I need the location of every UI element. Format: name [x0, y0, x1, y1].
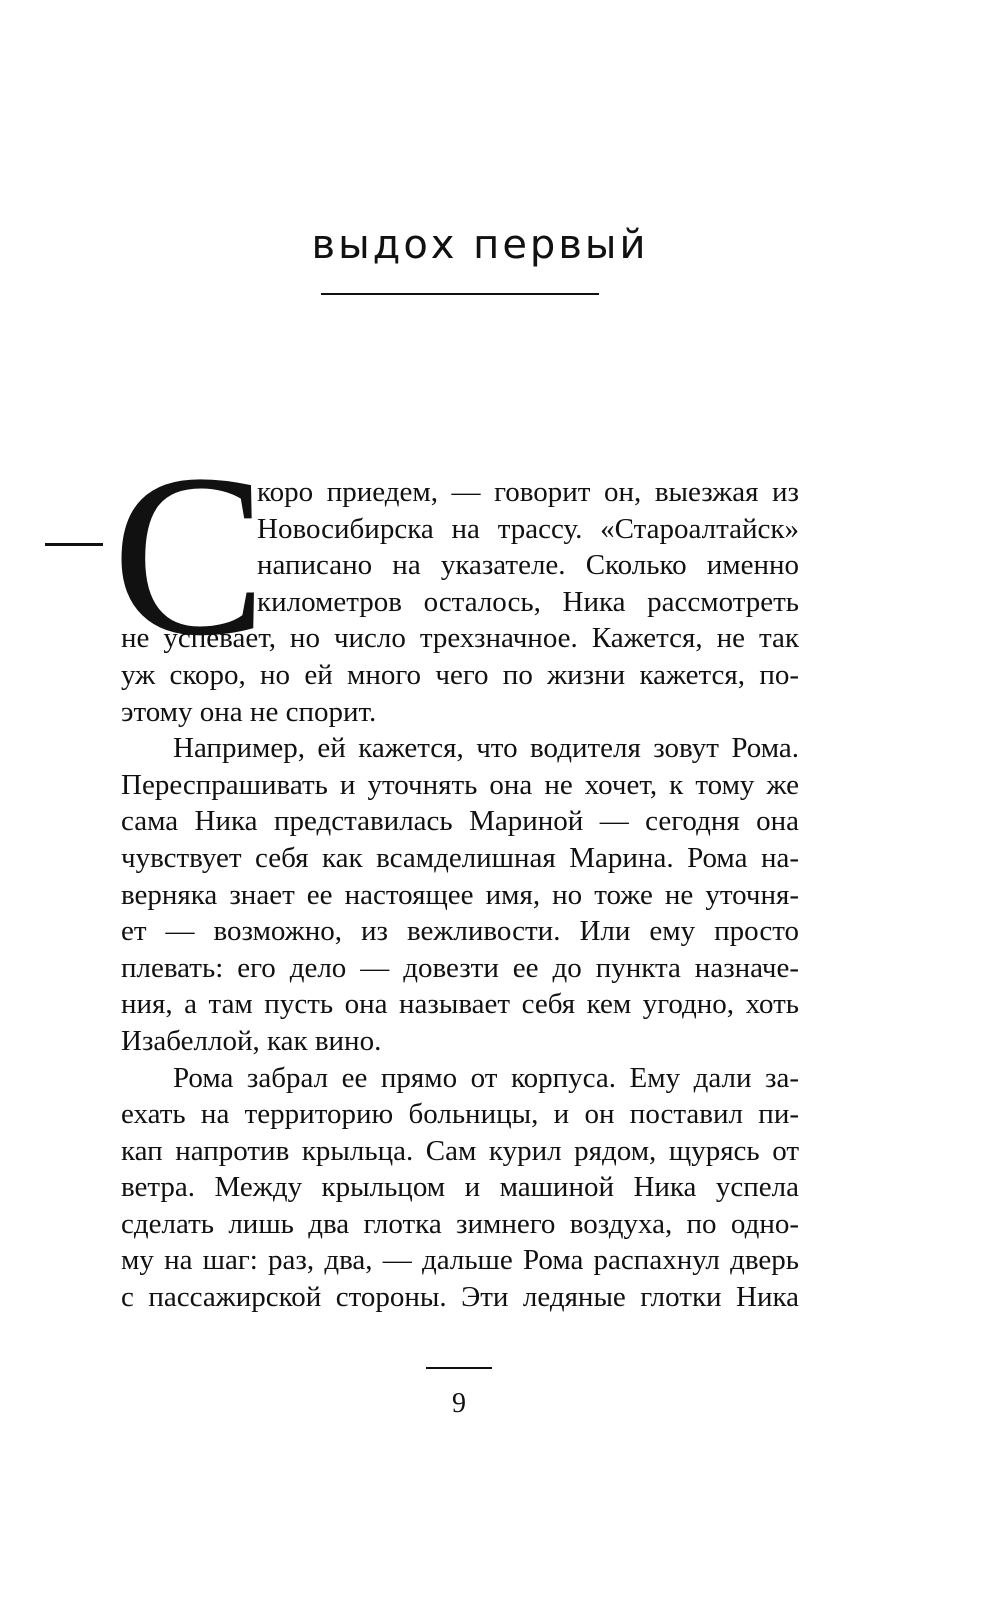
text-line: чувствует себя как всамделишная Марина. Рома на-: [121, 841, 799, 874]
text-line: сделать лишь два глотка зимнего воздуха, по одно-: [121, 1207, 799, 1240]
dialogue-dash: [45, 543, 103, 546]
text-line: Переспрашивать и уточнять она не хочет, к тому же: [121, 768, 799, 801]
text-line: не успевает, но число трехзначное. Кажется, не так: [121, 622, 799, 655]
text-line: му на шаг: раз, два, — дальше Рома распахнул дверь: [121, 1244, 799, 1277]
text-line: верняка знает ее настоящее имя, но тоже не уточня-: [121, 878, 799, 911]
text-line: километров осталось, Ника рассмотреть: [257, 585, 799, 618]
text-line: этому она не спорит.: [121, 695, 377, 728]
text-line: с пассажирской стороны. Эти ледяные глотки Ника: [121, 1281, 799, 1314]
chapter-title: выдох первый: [311, 222, 649, 268]
title-underline: [321, 293, 599, 295]
text-line: сама Ника представилась Мариной — сегодня она: [121, 805, 799, 838]
text-line: ния, а там пусть она называет себя кем угодно, хоть: [121, 988, 799, 1021]
text-line: ехать на территорию больницы, и он поставил пи-: [121, 1098, 799, 1131]
text-line: Изабеллой, как вино.: [121, 1024, 382, 1057]
page-number: 9: [452, 1388, 466, 1419]
body-text: [121, 474, 799, 1316]
text-line: ет — возможно, из вежливости. Или ему просто: [121, 915, 799, 948]
text-line: ветра. Между крыльцом и машиной Ника успела: [121, 1171, 799, 1204]
drop-cap-letter: С: [112, 427, 267, 684]
text-line: Новосибирска на трассу. «Староалтайск»: [257, 512, 799, 545]
text-line: Рома забрал ее прямо от корпуса. Ему дали за-: [173, 1061, 799, 1094]
text-line: плевать: его дело — довезти ее до пункта назначе-: [121, 951, 799, 984]
page-number-rule: [426, 1367, 492, 1369]
text-line: уж скоро, но ей много чего по жизни кажется, по-: [121, 658, 799, 691]
text-line: коро приедем, — говорит он, выезжая из: [257, 476, 799, 508]
text-line: Например, ей кажется, что водителя зовут Рома.: [173, 732, 799, 765]
text-line: кап напротив крыльца. Сам курил рядом, щурясь от: [121, 1134, 799, 1167]
text-line: написано на указателе. Сколько именно: [257, 549, 799, 582]
